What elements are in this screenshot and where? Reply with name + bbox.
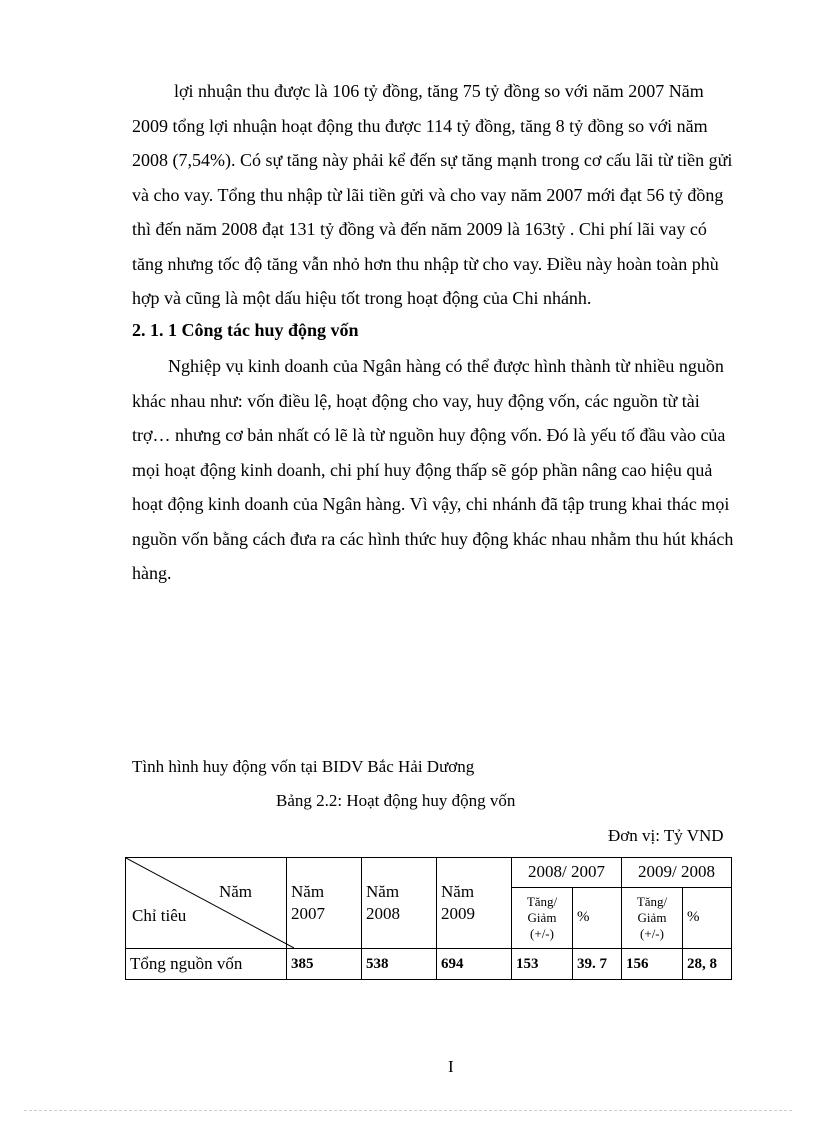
text-line: hoạt động kinh doanh của Ngân hàng. Vì vậy, chi nhánh đã tập trung khai thác mọi [132,494,730,514]
text-line: mọi hoạt động kinh doanh, chi phí huy động thấp sẽ góp phần nâng cao hiệu quả [132,459,713,480]
change-header-line: Giảm [527,909,557,925]
row-label: Tổng nguồn vốn [126,949,287,980]
change-header-cell [622,887,683,948]
corner-indicator-label: Chỉ tiêu [132,906,187,925]
page-bottom-divider [24,1110,792,1111]
year-label: Năm [441,882,475,901]
text-line: thì đến năm 2008 đạt 131 tỷ đồng và đến năm 2009 là 163tỷ . Chi phí lãi vay có [132,219,707,239]
value-cell: 538 [362,949,437,980]
change-header-line: Tăng/ [636,893,668,909]
year-value: 2009 [441,904,475,923]
corner-header-cell [126,858,287,949]
text-line: lợi nhuận thu được là 106 tỷ đồng, tăng 75 tỷ đồng so với năm 2007 Năm [174,81,704,101]
text-line: 2009 tổng lợi nhuận hoạt động thu được 114 tỷ đồng, tăng 8 tỷ đồng so với năm [132,115,708,136]
table-unit: Đơn vị: Tỷ VND [608,826,724,845]
year-header-2009 [437,858,512,949]
year-header-2007 [287,858,362,949]
value-cell: 156 [622,949,683,980]
section-heading: 2. 1. 1 Công tác huy động vốn [132,320,359,340]
text-line: nguồn vốn bằng cách đưa ra các hình thức huy động khác nhau nhằm thu hút khách [132,528,734,549]
year-value: 2007 [291,904,325,923]
year-header-2008 [362,858,437,949]
text-line: hàng. [132,563,172,583]
value-cell: 153 [512,949,573,980]
capital-mobilization-table [125,857,732,980]
text-line: hợp và cũng là một dấu hiệu tốt trong hoạt động của Chi nhánh. [132,288,592,308]
value-cell: 39. 7 [573,949,622,980]
year-label: Năm [366,882,400,901]
group-header-2008-2007: 2008/ 2007 [512,858,622,888]
corner-year-label: Năm [218,882,252,901]
change-header-line: Giảm [637,909,667,925]
year-label: Năm [291,882,325,901]
percent-header-cell: % [573,887,622,948]
change-header-line: (+/-) [640,925,664,941]
text-line: và cho vay. Tổng thu nhập từ lãi tiền gửi và cho vay năm 2007 mới đạt 56 tỷ đồng [132,184,724,205]
paragraph-capital-mobilization [132,349,758,591]
percent-header-cell: % [683,887,732,948]
value-cell: 694 [437,949,512,980]
diagonal-line [126,858,294,948]
change-header-line: (+/-) [530,925,554,941]
change-header-cell [512,887,573,948]
table-title: Bảng 2.2: Hoạt động huy động vốn [276,791,516,810]
page-number: I [448,1057,454,1076]
value-cell: 385 [287,949,362,980]
change-header-line: Tăng/ [526,893,558,909]
year-value: 2008 [366,904,400,923]
group-header-2009-2008: 2009/ 2008 [622,858,732,888]
table-row [126,949,732,980]
text-line: tăng nhưng tốc độ tăng vẫn nhỏ hơn thu nhập từ cho vay. Điều này hoàn toàn phù [132,253,719,274]
value-cell: 28, 8 [683,949,732,980]
text-line: Nghiệp vụ kinh doanh của Ngân hàng có thể được hình thành từ nhiều nguồn [168,356,724,376]
text-line: 2008 (7,54%). Có sự tăng này phải kể đến sự tăng mạnh trong cơ cấu lãi từ tiền gửi [132,150,733,170]
table-context-caption: Tình hình huy động vốn tại BIDV Bắc Hải Dương [132,757,475,776]
text-line: trợ… nhưng cơ bản nhất có lẽ là từ nguồn huy động vốn. Đó là yếu tố đầu vào của [132,425,726,445]
text-line: khác nhau như: vốn điều lệ, hoạt động cho vay, huy động vốn, các nguồn từ tài [132,390,700,411]
paragraph-profit [132,74,758,316]
